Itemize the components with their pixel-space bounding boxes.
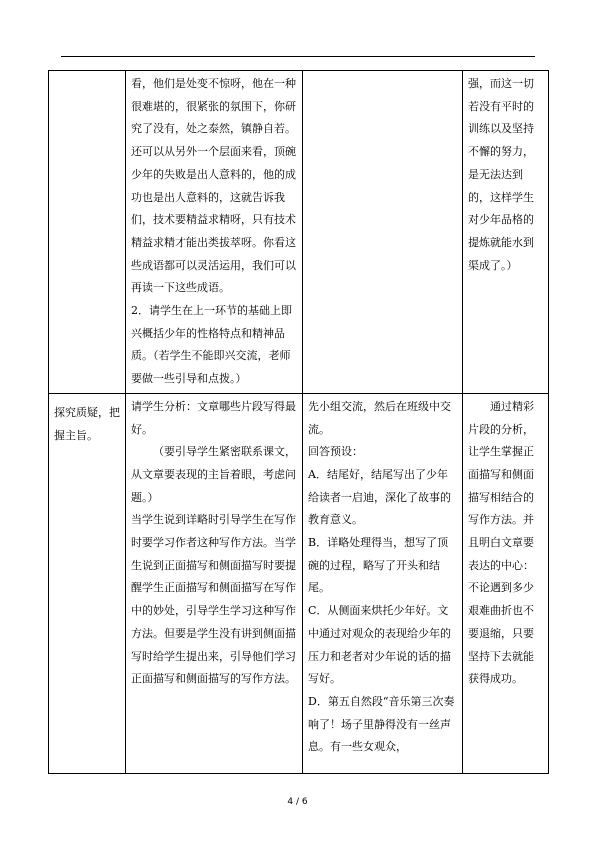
header-rule <box>61 56 535 57</box>
table-row <box>49 393 549 773</box>
student-activity-paragraph: D．第五自然段“音乐第三次奏响了！场子里静得没有一丝声息。有一些女观众， <box>308 694 455 754</box>
design-intent-paragraph: 通过精彩片段的分析，让学生掌握正面描写和侧面描写相结合的写作方法。并且明白文章要表达的中心：不论遇到多少艰难曲折也不要退缩，只要坚持下去就能获得成功。 <box>468 399 534 686</box>
teacher-activity-paragraph: （要引导学生紧密联系课文，从文章要表现的主旨着眼，考虑问题。） <box>131 445 296 504</box>
step-cell <box>49 71 126 394</box>
teacher-activity-paragraph: 2．请学生在上一环节的基础上即兴概括少年的性格特点和精神品质。（若学生不能即兴交流，老师要做一些引导和点拨。） <box>131 304 292 386</box>
teacher-activity-paragraph: 看，他们是处变不惊呀，他在一种很难堪的，很紧张的氛围下，你研究了没有，处之泰然，镇静自若。还可以从另外一个层面来看，顶碗少年的失败是出人意料的，他的成功也是出人意料的，这就告诉我们，技术要精益求精呀，只有技术精益求精才能出类拔萃呀。你看这些成语都可以灵活运用，我们可以再读一下这些成语。 <box>131 77 296 295</box>
student-activity-paragraph: C．从侧面来烘托少年好。文中通过对观众的表现给少年的压力和老者对少年说的话的描写好。 <box>308 604 451 686</box>
teacher-activity-paragraph: 请学生分析：文章哪些片段写得最好。 <box>131 399 296 436</box>
step-cell: 探究质疑，把握主旨。 <box>49 393 126 773</box>
design-intent-cell: 强，而这一切若没有平时的训练以及坚持不懈的努力，是无法达到的，这样学生对少年品格的提炼就能水到渠成了。） <box>463 71 549 394</box>
design-intent-cell <box>463 393 549 773</box>
student-activity-paragraph: B．详略处理得当，想写了顶碗的过程，略写了开头和结尾。 <box>308 536 449 595</box>
student-activity-cell <box>303 71 463 394</box>
page-number: 4 / 6 <box>287 797 308 807</box>
teacher-activity-cell <box>126 71 303 394</box>
student-activity-paragraph: 回答预设： <box>308 445 363 459</box>
table-row <box>49 71 549 394</box>
student-activity-paragraph: A．结尾好，结尾写出了少年给读者一启迪，深化了故事的教育意义。 <box>308 467 451 527</box>
student-activity-cell <box>303 393 463 773</box>
teacher-activity-cell <box>126 393 303 773</box>
student-activity-paragraph: 先小组交流，然后在班级中交流。 <box>308 399 451 436</box>
teacher-activity-paragraph: 当学生说到详略时引导学生在写作时要学习作者这种写作方法。当学生说到正面描写和侧面描写时要提醒学生正面描写和侧面描写在写作中的妙处，引导学生学习这种写作方法。但要是学生没有讲到侧面描写时给学生提出来，引导他们学习正面描写和侧面描写的写作方法。 <box>131 513 296 686</box>
lesson-plan-table <box>48 70 549 774</box>
